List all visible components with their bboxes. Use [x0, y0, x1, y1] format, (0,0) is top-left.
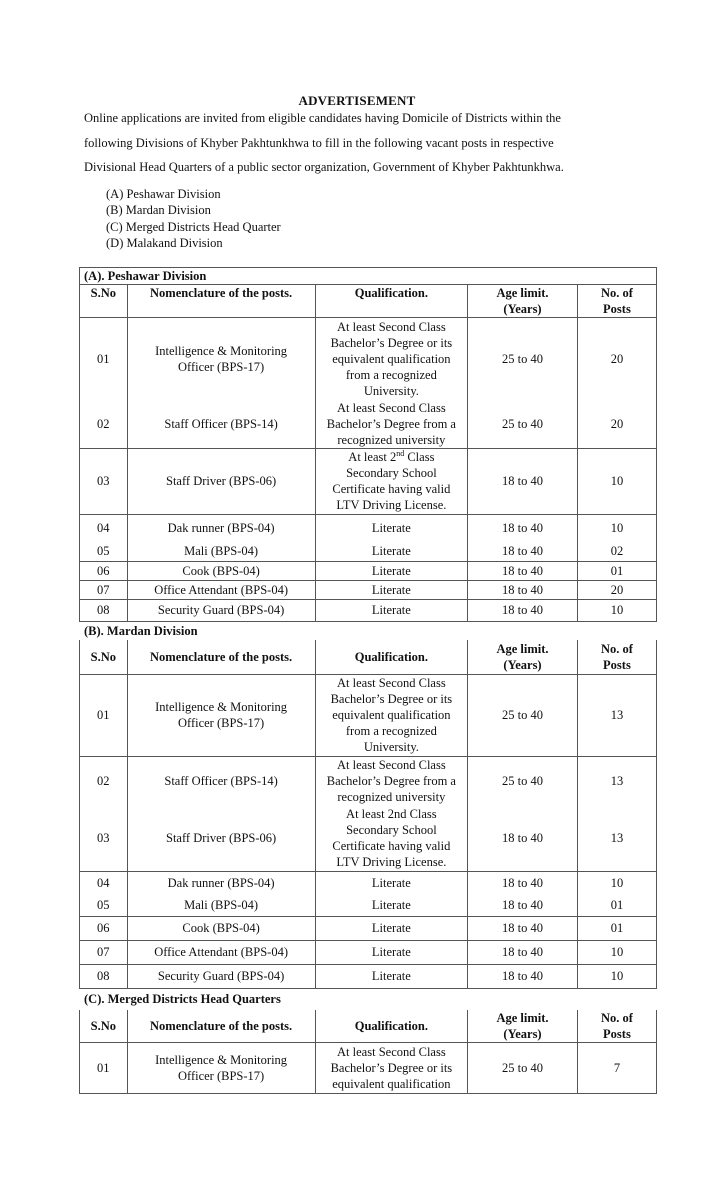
division-item: (D) Malakand Division	[106, 235, 223, 250]
header-sno: S.No	[90, 1019, 116, 1033]
header-sno: S.No	[90, 649, 116, 664]
header-age: Age limit. (Years)	[468, 285, 578, 318]
division-item: (B) Mardan Division	[106, 203, 211, 218]
header-post: Nomenclature of the posts.	[127, 285, 315, 318]
header-posts: No. of Posts	[577, 285, 656, 318]
header-sno: S.No	[90, 286, 116, 300]
table-row: 08 Security Guard (BPS-04) Literate 18 to 40 10	[80, 599, 657, 621]
section-heading: (B). Mardan Division	[84, 624, 198, 638]
table-row: 03 Staff Driver (BPS-06) At least 2nd Class Secondary School Certificate having valid LTV Driving License. 18 to 40 13	[80, 806, 657, 871]
table-row: 01 Intelligence & Monitoring Officer (BPS-17) At least Second Class Bachelor’s Degree or its equivalent qualification from a recognized University. 25 to 40 20	[80, 318, 657, 400]
table-row: 06 Cook (BPS-04) Literate 18 to 40 01	[80, 916, 657, 940]
merged-districts-table	[79, 1010, 657, 1094]
header-age: Age limit. (Years)	[468, 1010, 578, 1043]
header-age: Age limit. (Years)	[468, 640, 578, 674]
peshawar-table	[79, 267, 657, 622]
header-qual: Qualification.	[315, 1010, 468, 1043]
table-row: 04 Dak runner (BPS-04) Literate 18 to 40 10	[80, 871, 657, 894]
header-post: Nomenclature of the posts.	[127, 640, 315, 674]
intro-line-1: Online applications are invited from eligible candidates having Domicile of Districts within the	[84, 111, 561, 125]
table-row: 05 Mali (BPS-04) Literate 18 to 40 01	[80, 894, 657, 916]
table-row: 01 Intelligence & Monitoring Officer (BPS-17) At least Second Class Bachelor’s Degree or its equivalent qualification from a recognized University. 25 to 40 13	[80, 674, 657, 756]
table-row: 02 Staff Officer (BPS-14) At least Second Class Bachelor’s Degree from a recognized university 25 to 40 20	[80, 400, 657, 449]
header-posts: No. of Posts	[577, 1010, 656, 1043]
table-row: 06 Cook (BPS-04) Literate 18 to 40 01	[80, 561, 657, 580]
division-item: (A) Peshawar Division	[106, 187, 221, 201]
division-list	[106, 186, 281, 251]
table-row: 02 Staff Officer (BPS-14) At least Second Class Bachelor’s Degree from a recognized university 25 to 40 13	[80, 756, 657, 806]
table-row: 04 Dak runner (BPS-04) Literate 18 to 40 10	[80, 514, 657, 541]
intro-line-3: Divisional Head Quarters of a public sector organization, Government of Khyber Pakhtunkhwa.	[84, 160, 564, 174]
page-title: ADVERTISEMENT	[298, 93, 416, 108]
table-row: 05 Mali (BPS-04) Literate 18 to 40 02	[80, 541, 657, 561]
header-posts: No. of Posts	[577, 640, 656, 674]
section-heading: (C). Merged Districts Head Quarters	[84, 992, 281, 1006]
header-post: Nomenclature of the posts.	[127, 1010, 315, 1043]
table-row: 07 Office Attendant (BPS-04) Literate 18 to 40 10	[80, 940, 657, 964]
header-qual: Qualification.	[315, 640, 468, 674]
table-row: 08 Security Guard (BPS-04) Literate 18 to 40 10	[80, 964, 657, 988]
intro-line-2: following Divisions of Khyber Pakhtunkhwa to fill in the following vacant posts in respective	[84, 136, 554, 150]
mardan-table	[79, 640, 657, 989]
table-row: 01 Intelligence & Monitoring Officer (BPS-17) At least Second Class Bachelor’s Degree or its equivalent qualification 25 to 40 7	[80, 1043, 657, 1094]
table-row: 03 Staff Driver (BPS-06) At least 2nd Class Secondary School Certificate having valid LTV Driving License. 18 to 40 10	[80, 448, 657, 514]
table-row: 07 Office Attendant (BPS-04) Literate 18 to 40 20	[80, 580, 657, 599]
header-qual: Qualification.	[315, 285, 468, 318]
division-item: (C) Merged Districts Head Quarter	[106, 219, 281, 234]
section-heading: (A). Peshawar Division	[80, 268, 657, 285]
